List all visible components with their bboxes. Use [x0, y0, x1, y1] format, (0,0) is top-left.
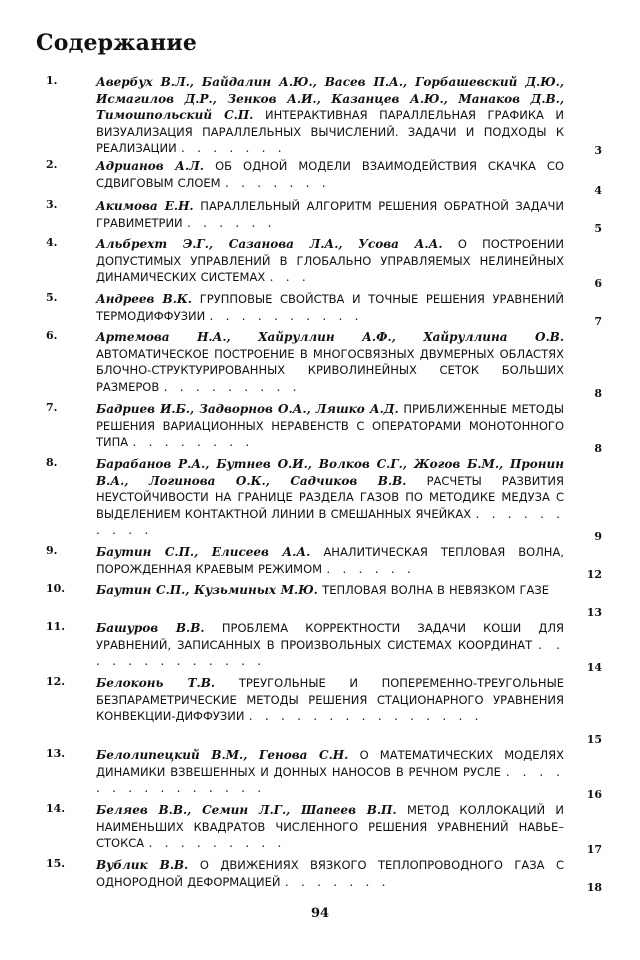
entry-body — [96, 158, 564, 191]
leader-dots: . . . — [269, 270, 310, 285]
page-number: 94 — [310, 906, 330, 921]
entry-number: 2. — [46, 158, 58, 171]
entry-authors: Адрианов А.Л. — [96, 159, 204, 173]
toc-entry — [0, 802, 640, 857]
entry-page: 8 — [594, 442, 602, 455]
entry-authors: Белолипецкий В.М., Генова С.Н. — [96, 748, 349, 762]
leader-dots: . . . . . . — [326, 561, 415, 576]
entry-page: 5 — [594, 222, 602, 235]
page-title: Содержание — [36, 30, 198, 56]
entry-page: 17 — [586, 843, 602, 856]
entry-number: 10. — [46, 582, 66, 595]
toc-entry — [0, 675, 640, 747]
entry-title: ГРУППОВЫЕ СВОЙСТВА И ТОЧНЫЕ РЕШЕНИЯ УРАВНЕНИЙ ТЕРМОДИФФУЗИИ — [96, 292, 564, 323]
entry-page: 8 — [594, 387, 602, 400]
entry-page: 15 — [586, 733, 602, 746]
entry-page: 4 — [594, 184, 602, 197]
leader-dots: . . . . . . — [187, 215, 276, 230]
entry-title: ТРЕУГОЛЬНЫЕ И ПОПЕРЕМЕННО-ТРЕУГОЛЬНЫЕ БЕЗПАРАМЕТРИЧЕСКИЕ МЕТОДЫ РЕШЕНИЯ СТАЦИОНАРНОГО УРАВНЕНИЯ КОНВЕКЦИИ-ДИФФУЗИИ — [96, 676, 564, 724]
entry-page: 7 — [594, 315, 602, 328]
entry-page: 18 — [586, 881, 602, 894]
entry-authors: Беляев В.В., Семин Л.Г., Шапеев В.П. — [96, 803, 397, 817]
entry-authors: Артемова Н.А., Хайруллин А.Ф., Хайруллина О.В. — [96, 330, 564, 344]
entry-number: 4. — [46, 236, 58, 249]
entry-authors: Белоконь Т.В. — [96, 676, 216, 690]
entry-authors: Акимова Е.Н. — [96, 199, 194, 213]
entry-page: 12 — [586, 568, 602, 581]
entry-authors: Вублик В.В. — [96, 858, 189, 872]
entry-number: 12. — [46, 675, 66, 688]
entry-body — [96, 329, 564, 395]
entry-title: ИНТЕРАКТИВНАЯ ПАРАЛЛЕЛЬНАЯ ГРАФИКА И ВИЗУАЛИЗАЦИЯ ПАРАЛЛЕЛЬНЫХ ВЫЧИСЛЕНИЙ. ЗАДАЧИ И ПОДХОДЫ К РЕАЛИЗАЦИИ — [96, 108, 564, 156]
entry-number: 8. — [46, 456, 58, 469]
entry-number: 6. — [46, 329, 58, 342]
leader-dots: . . . . . . . — [181, 141, 286, 156]
entry-number: 3. — [46, 198, 58, 211]
entry-authors: Барабанов Р.А., Бутнев О.И., Волков С.Г., Жогов Б.М., Пронин В.А., Логинова О.К., Садчиков В.В. — [96, 457, 564, 488]
entry-page: 14 — [586, 661, 602, 674]
leader-dots: . . . . . . . — [284, 874, 390, 889]
toc-entry — [0, 857, 640, 895]
entry-authors: Авербух В.Л., Байдалин А.Ю., Васев П.А., Горбашевский Д.Ю., Исмагилов Д.Р., Зенков А.И., Казанцев А.Ю., Манаков Д.В., Тимошпольский С.П. — [96, 75, 564, 123]
entry-title: О ДВИЖЕНИЯХ ВЯЗКОГО ТЕПЛОПРОВОДНОГО ГАЗА С ОДНОРОДНОЙ ДЕФОРМАЦИЕЙ — [96, 858, 564, 889]
toc-entry — [0, 456, 640, 544]
entry-title: О МАТЕМАТИЧЕСКИХ МОДЕЛЯХ ДИНАМИКИ ВЗВЕШЕННЫХ И ДОННЫХ НАНОСОВ В РЕЧНОМ РУСЛЕ — [96, 748, 564, 779]
leader-dots: . . . . . . . . . — [148, 836, 286, 851]
toc-entry — [0, 620, 640, 675]
toc-entry — [0, 544, 640, 582]
entry-page: 9 — [594, 530, 602, 543]
entry-authors: Башуров В.В. — [96, 621, 205, 635]
entry-title: ПРИБЛИЖЕННЫЕ МЕТОДЫ РЕШЕНИЯ ВАРИАЦИОННЫХ НЕРАВЕНСТВ С ОПЕРАТОРАМИ МОНОТОННОГО ТИПА — [96, 402, 564, 450]
toc-entry — [0, 198, 640, 236]
entry-body — [96, 582, 564, 599]
toc-entry — [0, 747, 640, 802]
entry-title: ПАРАЛЛЕЛЬНЫЙ АЛГОРИТМ РЕШЕНИЯ ОБРАТНОЙ ЗАДАЧИ ГРАВИМЕТРИИ — [96, 199, 564, 230]
entry-body — [96, 747, 564, 797]
leader-dots: . . . . . . . . — [132, 435, 254, 450]
entry-body — [96, 236, 564, 286]
entry-number: 13. — [46, 747, 66, 760]
leader-dots: . . . . . . . . . . — [209, 308, 363, 323]
leader-dots: . . . . . . . . . . . . . . . — [248, 709, 483, 724]
toc-entry — [0, 582, 640, 620]
entry-page: 3 — [594, 144, 602, 157]
entry-body — [96, 544, 564, 577]
entry-authors: Баутин С.П., Кузьминых М.Ю. — [96, 583, 318, 597]
entry-body — [96, 74, 564, 157]
toc-list — [0, 74, 640, 895]
entry-body — [96, 620, 564, 670]
entry-body — [96, 291, 564, 324]
entry-number: 14. — [46, 802, 66, 815]
entry-number: 11. — [46, 620, 66, 633]
leader-dots: . . . . . . . . . . . . . . . — [96, 764, 564, 796]
entry-title: ТЕПЛОВАЯ ВОЛНА В НЕВЯЗКОМ ГАЗЕ — [322, 583, 549, 597]
entry-authors: Баутин С.П., Елисеев А.А. — [96, 545, 311, 559]
entry-body — [96, 198, 564, 231]
entry-authors: Альбрехт Э.Г., Сазанова Л.А., Усова А.А. — [96, 237, 443, 251]
toc-entry — [0, 158, 640, 198]
entry-title: ПРОБЛЕМА КОРРЕКТНОСТИ ЗАДАЧИ КОШИ ДЛЯ УРАВНЕНИЙ, ЗАПИСАННЫХ В ПРОИЗВОЛЬНЫХ СИСТЕМАХ КООРДИНАТ — [96, 621, 565, 652]
entry-number: 1. — [46, 74, 58, 87]
entry-number: 5. — [46, 291, 58, 304]
entry-authors: Андреев В.К. — [96, 292, 192, 306]
entry-page: 13 — [586, 606, 602, 619]
entry-body — [96, 857, 564, 890]
toc-entry — [0, 329, 640, 401]
leader-dots: . . . . . . . — [224, 175, 330, 190]
entry-authors: Бадриев И.Б., Задворнов О.А., Ляшко А.Д. — [96, 402, 399, 416]
entry-title: О ПОСТРОЕНИИ ДОПУСТИМЫХ УПРАВЛЕНИЙ В ГЛОБАЛЬНО УПРАВЛЯЕМЫХ НЕЛИНЕЙНЫХ ДИНАМИЧЕСКИХ СИСТЕМАХ — [96, 237, 564, 285]
entry-page: 16 — [586, 788, 602, 801]
entry-body — [96, 456, 564, 539]
entry-title: ОБ ОДНОЙ МОДЕЛИ ВЗАИМОДЕЙСТВИЯ СКАЧКА СО СДВИГОВЫМ СЛОЕМ — [96, 159, 564, 190]
entry-title: МЕТОД КОЛЛОКАЦИЙ И НАИМЕНЬШИХ КВАДРАТОВ ЧИСЛЕННОГО РЕШЕНИЯ УРАВНЕНИЙ НАВЬЕ–СТОКСА — [96, 803, 564, 851]
entry-body — [96, 401, 564, 451]
entry-page: 6 — [594, 277, 602, 290]
entry-body — [96, 675, 564, 725]
entry-number: 7. — [46, 401, 58, 414]
toc-entry — [0, 74, 640, 158]
entry-number: 9. — [46, 544, 58, 557]
toc-entry — [0, 401, 640, 456]
entry-number: 15. — [46, 857, 66, 870]
entry-body — [96, 802, 564, 852]
entry-title: РАСЧЕТЫ РАЗВИТИЯ НЕУСТОЙЧИВОСТИ НА ГРАНИЦЕ РАЗДЕЛА ГАЗОВ ПО МЕТОДИКЕ МЕДУЗА С ВЫДЕЛЕНИЕМ КОНТАКТНОЙ ЛИНИИ В СМЕШАННЫХ ЯЧЕЙКАХ — [96, 473, 565, 521]
entry-title: АВТОМАТИЧЕСКОЕ ПОСТРОЕНИЕ В МНОГОСВЯЗНЫХ ДВУМЕРНЫХ ОБЛАСТЯХ БЛОЧНО-СТРУКТУРИРОВАННЫХ КРИВОЛИНЕЙНЫХ СЕТОК БОЛЬШИХ РАЗМЕРОВ — [96, 346, 564, 394]
toc-entry — [0, 236, 640, 291]
toc-entry — [0, 291, 640, 329]
leader-dots: . . . . . . . . . — [163, 379, 301, 394]
entry-title: АНАЛИТИЧЕСКАЯ ТЕПЛОВАЯ ВОЛНА, ПОРОЖДЕННАЯ КРАЕВЫМ РЕЖИМОМ — [96, 545, 564, 576]
leader-dots: . . . . . . . . . . . . . — [96, 637, 564, 669]
leader-dots: . . . . . . . . . . — [96, 506, 564, 538]
